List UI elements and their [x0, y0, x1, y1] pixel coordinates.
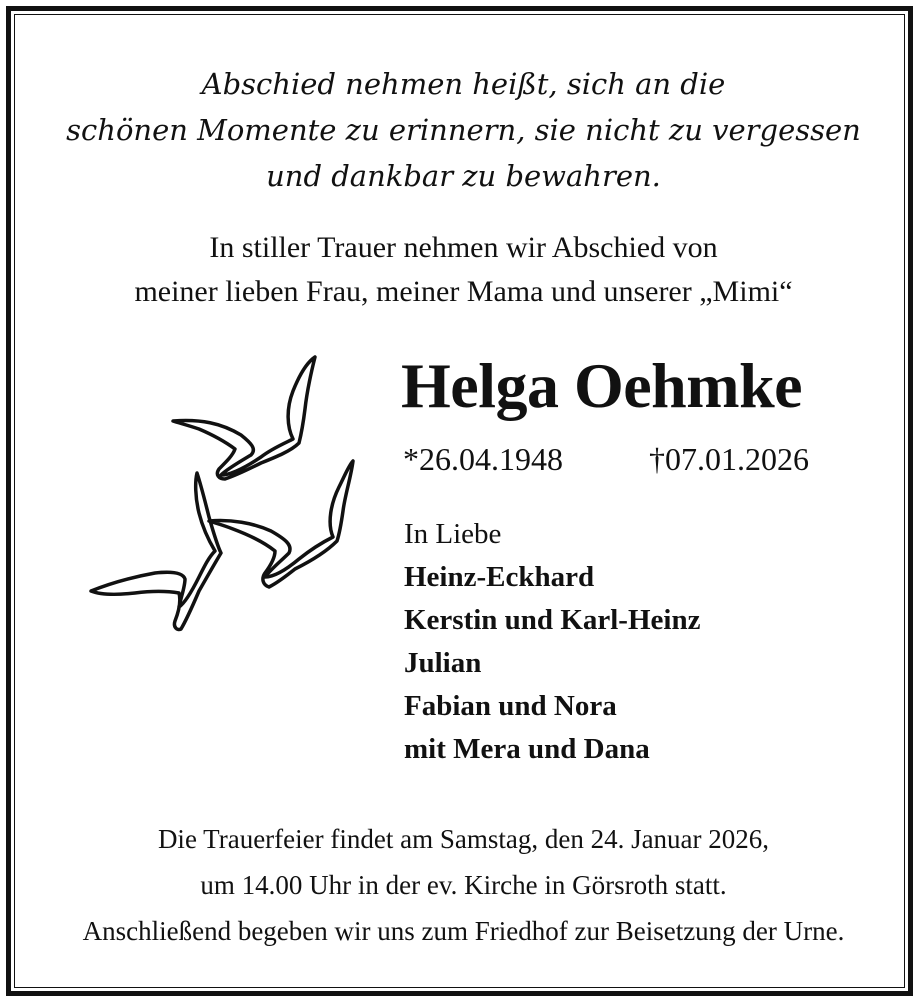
mourner-name: Fabian und Nora [404, 690, 617, 722]
intro-line: In stiller Trauer nehmen wir Abschied von [209, 231, 718, 264]
flying-birds-icon [81, 351, 371, 641]
service-line: Die Trauerfeier findet am Samstag, den 24. Januar 2026, [157, 824, 770, 854]
service-line: Anschließend begeben wir uns zum Friedhof zur Beisetzung der Urne. [82, 916, 845, 946]
mourners-lead: In Liebe [404, 518, 502, 550]
service-info [11, 816, 916, 954]
bird-icon [91, 473, 221, 630]
mourners-list [404, 513, 700, 771]
mourner-name: mit Mera und Dana [404, 733, 650, 765]
quote-line: schönen Momente zu erinnern, sie nicht zu vergessen [66, 113, 861, 147]
quote-line: und dankbar zu bewahren. [266, 159, 661, 193]
obituary-frame [6, 6, 913, 996]
mourner-name: Kerstin und Karl-Heinz [404, 604, 701, 636]
mourner-name: Julian [404, 647, 482, 679]
death-date: †07.01.2026 [649, 441, 809, 477]
intro-text [11, 226, 916, 314]
bird-icon [209, 461, 353, 587]
service-line: um 14.00 Uhr in der ev. Kirche in Görsroth statt. [200, 870, 727, 900]
intro-line: meiner lieben Frau, meiner Mama und unserer „Mimi“ [134, 275, 793, 308]
quote-line: Abschied nehmen heißt, sich an die [201, 67, 726, 101]
bird-icon [173, 357, 315, 479]
deceased-name: Helga Oehmke [401, 350, 803, 421]
birth-date: *26.04.1948 [403, 441, 563, 477]
mourner-name: Heinz-Eckhard [404, 561, 595, 593]
quote-text [11, 61, 916, 199]
